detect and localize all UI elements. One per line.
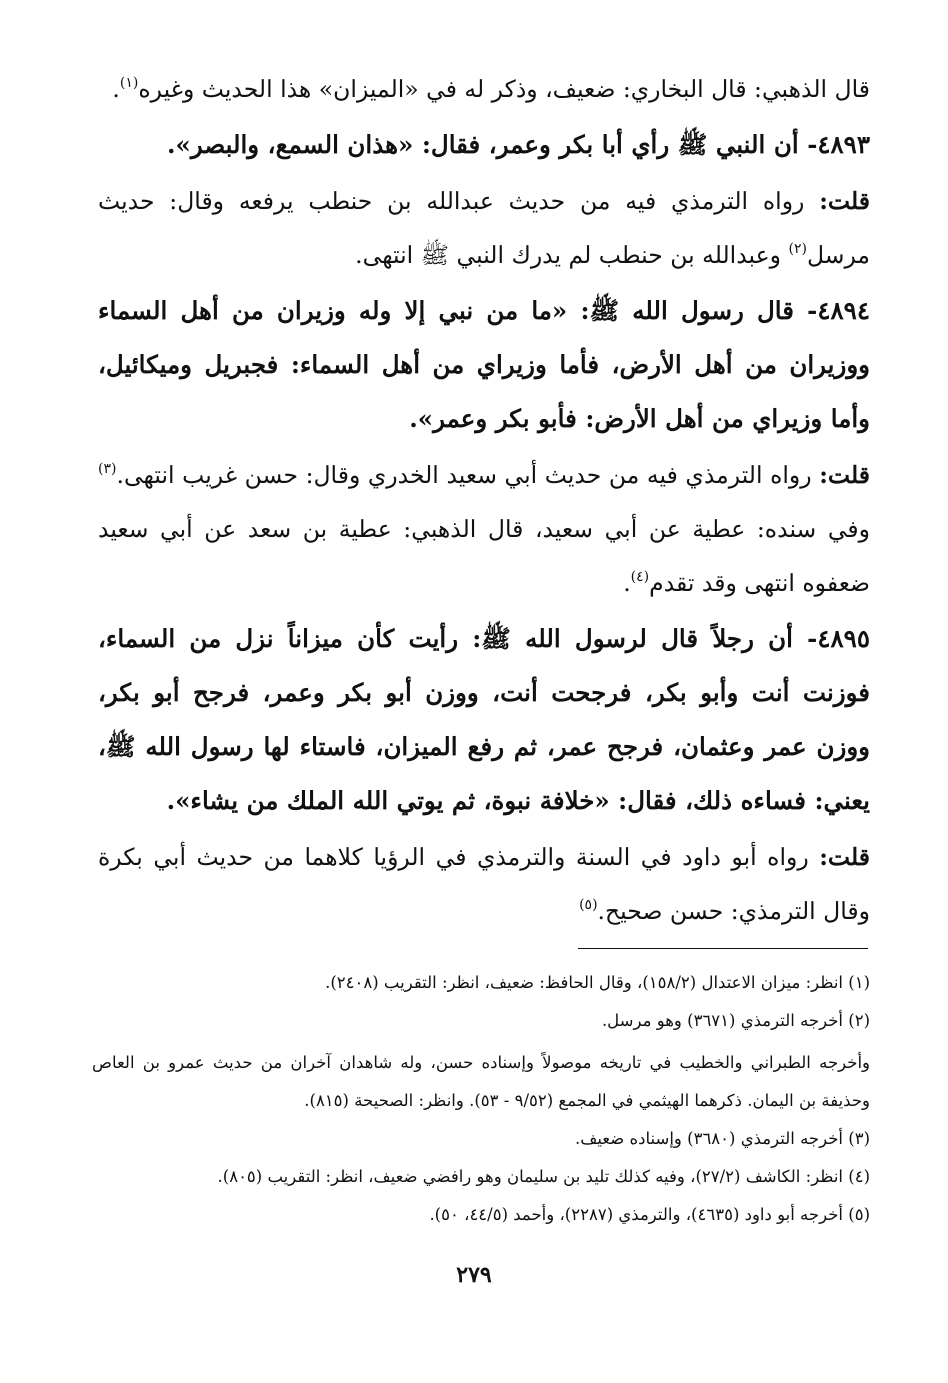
hadith-4893: ٤٨٩٣- أن النبي ﷺ رأي أبا بكر وعمر، فقال: «هذان السمع، والبصر». xyxy=(167,130,870,159)
footnote-divider xyxy=(578,948,868,949)
footnote-3: (٣) أخرجه الترمذي (٣٦٨٠) وإسناده ضعيف. xyxy=(575,1129,870,1148)
hadith-4895: ٤٨٩٥- أن رجلاً قال لرسول الله ﷺ: رأيت كأن ميزاناً نزل من السماء، فوزنت أنت وأبو بكر، فرجحت أنت، ووزن أبو بكر وعمر، فرجح أبو بكر، ووزن عمر وعثمان، فرجح عمر، ثم رفع الميزان، فاستاء لها رسول الله ﷺ، يعني: فساءه ذلك، فقال: «خلافة نبوة، ثم يوتي الله الملك من يشاء». xyxy=(98,624,870,815)
footnote-ref-4: (٤) xyxy=(630,569,650,585)
footnotes xyxy=(92,964,870,1234)
footnote-5: (٥) أخرجه أبو داود (٤٦٣٥)، والترمذي (٢٢٨٧)، وأحمد (٤٤/٥، ٥٠). xyxy=(429,1205,870,1224)
footnote-ref-2: (٢) xyxy=(788,241,807,257)
commentary-4893: قلت: رواه الترمذي فيه من حديث عبدالله بن حنطب يرفعه وقال: حديث مرسل$^{(٢)}$ وعبدالله بن حنطب لم يدرك النبي ﷺ انتهى. xyxy=(98,187,870,269)
paragraph-dhahabi: قال الذهبي: قال البخاري: ضعيف، وذكر له في «الميزان» هذا الحديث وغيره$^{(١)}$. xyxy=(112,75,870,103)
footnote-4: (٤) انظر: الكاشف (٢٧/٢)، وفيه كذلك تليد بن سليمان وهو رافضي ضعيف، انظر: التقريب (٨٠٥). xyxy=(217,1167,870,1186)
footnote-ref-1: (١) xyxy=(119,75,139,91)
footnote-2: (٢) أخرجه الترمذي (٣٦٧١) وهو مرسل. xyxy=(601,1011,870,1030)
page-number: ٢٧٩ xyxy=(456,1262,492,1288)
main-text xyxy=(98,62,870,938)
footnote-ref-3: (٣) xyxy=(98,461,117,477)
hadith-4894: ٤٨٩٤- قال رسول الله ﷺ: «ما من نبي إلا وله وزيران من أهل السماء ووزيران من أهل الأرض، فأما وزيراي من أهل السماء: فجبريل وميكائيل، وأما وزيراي من أهل الأرض: فأبو بكر وعمر». xyxy=(98,296,870,433)
qultu-label: قلت: xyxy=(819,461,870,489)
footnote-2-continued: وأخرجه الطبراني والخطيب في تاريخه موصولاً وإسناده حسن، وله شاهدان آخران من حديث عمرو بن العاص وحذيفة بن اليمان. ذكرهما الهيثمي في المجمع (٩/٥٢ - ٥٣). وانظر: الصحيحة (٨١٥). xyxy=(92,1053,870,1110)
qultu-label: قلت: xyxy=(819,187,870,215)
qultu-label: قلت: xyxy=(819,843,870,871)
commentary-4895: قلت: رواه أبو داود في السنة والترمذي في الرؤيا كلاهما من حديث أبي بكرة وقال الترمذي: حسن صحيح.$^{(٥)}$ xyxy=(98,843,870,925)
footnote-ref-5: (٥) xyxy=(579,897,598,913)
footnote-1: (١) انظر: ميزان الاعتدال (١٥٨/٢)، وقال الحافظ: ضعيف، انظر: التقريب (٢٤٠٨). xyxy=(325,973,870,992)
commentary-4894: قلت: رواه الترمذي فيه من حديث أبي سعيد الخدري وقال: حسن غريب انتهى.$^{(٣)}$ وفي سنده: عطية عن أبي سعيد، قال الذهبي: عطية بن سعد عن أبي سعيد ضعفوه انتهى وقد تقدم$^{(٤)}$. xyxy=(98,461,870,597)
